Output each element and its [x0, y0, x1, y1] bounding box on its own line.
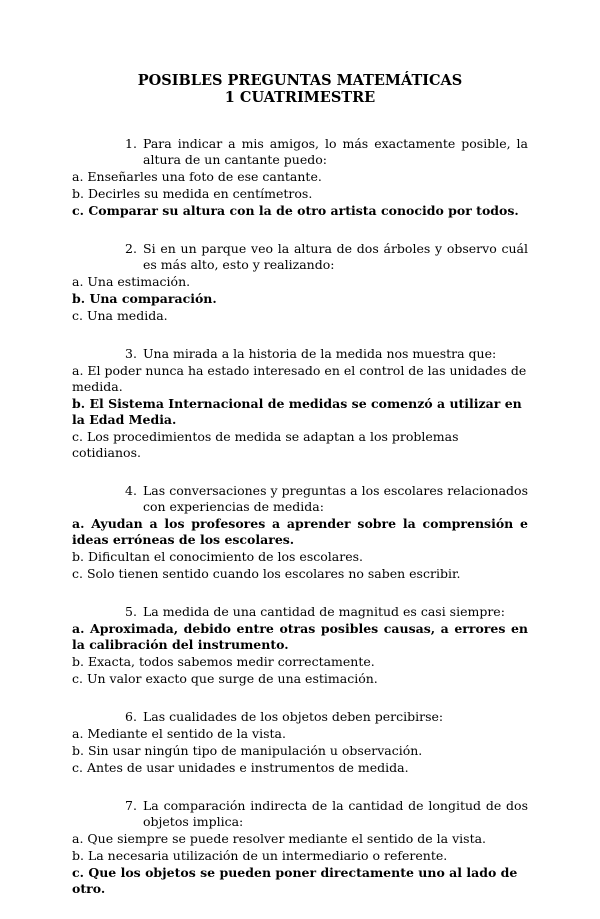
option-b-correct: b. Una comparación.: [72, 291, 217, 306]
question-list: [72, 136, 528, 897]
question-header: [125, 604, 528, 620]
question-4: [72, 483, 528, 582]
option-a: a. Una estimación.: [72, 274, 191, 289]
option-c: c. Una medida.: [72, 308, 168, 323]
option-a: a. El poder nunca ha estado interesado en el control de las unidades de medida.: [72, 363, 527, 394]
title-line-1: POSIBLES PREGUNTAS MATEMÁTICAS: [137, 72, 463, 89]
question-text: Si en un parque veo la altura de dos árboles y observo cuál es más alto, esto y realizando:: [143, 241, 528, 272]
question-header: [125, 346, 528, 362]
question-text: Las cualidades de los objetos deben percibirse:: [143, 709, 444, 724]
question-3: [72, 346, 528, 461]
question-number: 4.: [125, 483, 137, 498]
question-1: [72, 136, 528, 219]
option-c-correct: c. Que los objetos se pueden poner directamente uno al lado de otro.: [72, 865, 518, 896]
question-number: 7.: [125, 798, 137, 813]
question-number: 2.: [125, 241, 137, 256]
question-header: [125, 241, 528, 273]
question-5: [72, 604, 528, 687]
question-header: [125, 136, 528, 168]
option-b: b. Exacta, todos sabemos medir correctamente.: [72, 654, 375, 669]
question-number: 6.: [125, 709, 137, 724]
document-page: [72, 72, 528, 919]
option-b: b. Decirles su medida en centímetros.: [72, 186, 313, 201]
question-header: [125, 483, 528, 515]
option-c-correct: c. Comparar su altura con la de otro artista conocido por todos.: [72, 203, 519, 218]
question-text: Las conversaciones y preguntas a los escolares relacionados con experiencias de medida:: [143, 483, 528, 514]
option-c: c. Solo tienen sentido cuando los escolares no saben escribir.: [72, 566, 461, 581]
question-2: [72, 241, 528, 324]
question-header: [125, 798, 528, 830]
question-text: La comparación indirecta de la cantidad de longitud de dos objetos implica:: [143, 798, 528, 829]
question-6: [72, 709, 528, 776]
option-b: b. La necesaria utilización de un intermediario o referente.: [72, 848, 448, 863]
question-number: 5.: [125, 604, 137, 619]
question-text: Para indicar a mis amigos, lo más exactamente posible, la altura de un cantante puedo:: [143, 136, 528, 167]
option-b: b. Sin usar ningún tipo de manipulación u observación.: [72, 743, 423, 758]
option-a: a. Que siempre se puede resolver mediante el sentido de la vista.: [72, 831, 487, 846]
option-a-correct: a. Ayudan a los profesores a aprender sobre la comprensión e ideas erróneas de los escolares.: [72, 516, 528, 547]
question-header: [125, 709, 528, 725]
title-line-2: 1 CUATRIMESTRE: [224, 89, 376, 106]
option-a-correct: a. Aproximada, debido entre otras posibles causas, a errores en la calibración del instrumento.: [72, 621, 528, 652]
question-text: La medida de una cantidad de magnitud es casi siempre:: [143, 604, 505, 619]
option-c: c. Los procedimientos de medida se adaptan a los problemas cotidianos.: [72, 429, 459, 460]
option-a: a. Mediante el sentido de la vista.: [72, 726, 286, 741]
option-b: b. Dificultan el conocimiento de los escolares.: [72, 549, 363, 564]
option-c: c. Antes de usar unidades e instrumentos de medida.: [72, 760, 409, 775]
option-a: a. Enseñarles una foto de ese cantante.: [72, 169, 322, 184]
option-c: c. Un valor exacto que surge de una estimación.: [72, 671, 378, 686]
question-text: Una mirada a la historia de la medida nos muestra que:: [143, 346, 497, 361]
option-b-correct: b. El Sistema Internacional de medidas se comenzó a utilizar en la Edad Media.: [72, 396, 522, 427]
question-number: 1.: [125, 136, 137, 151]
document-title: [72, 72, 528, 106]
question-number: 3.: [125, 346, 137, 361]
